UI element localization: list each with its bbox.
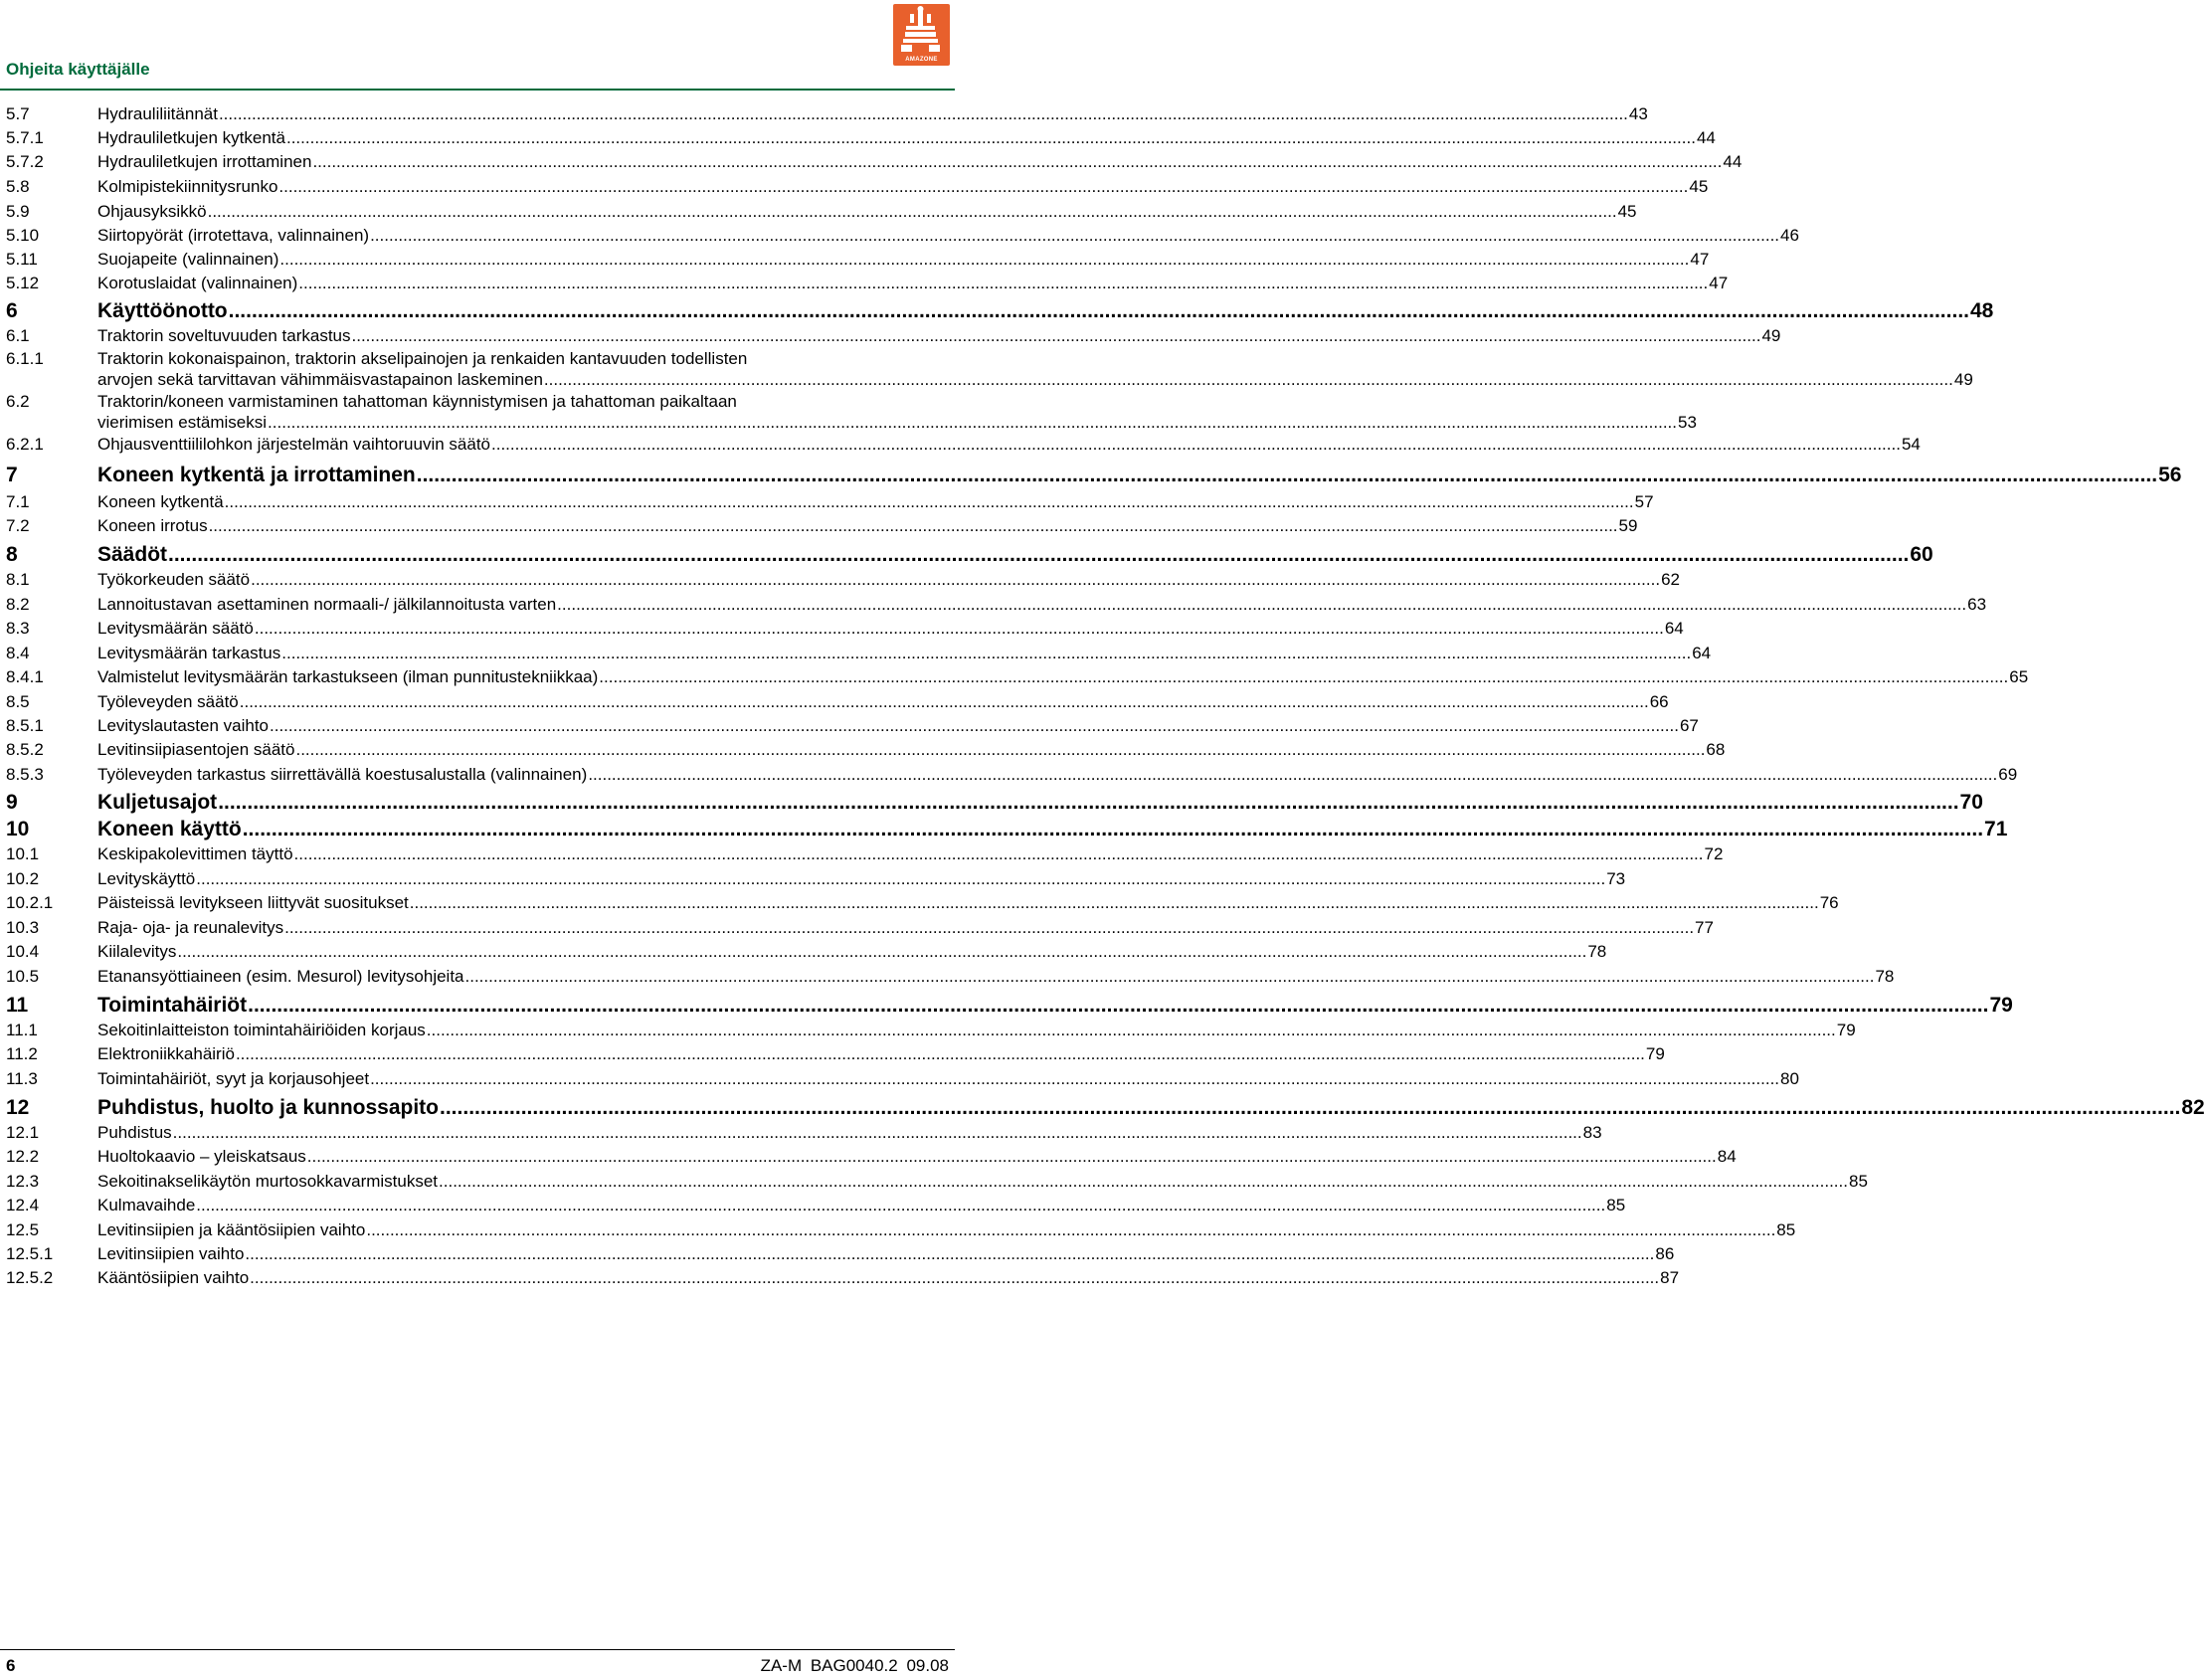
toc-entry-title: Levitinsiipiasentojen säätö	[97, 740, 295, 759]
toc-entry-title: Lannoitustavan asettaminen normaali-/ jälkilannoitusta varten	[97, 595, 557, 614]
toc-dot-leader: ............................................................................................................................................................................................................................................................................................................	[228, 299, 1969, 322]
toc-section-entry[interactable]	[6, 941, 1607, 962]
toc-section-entry[interactable]	[6, 1219, 1796, 1240]
toc-dot-leader: ............................................................................................................................................................................................................................................................................................................	[370, 226, 1780, 245]
toc-chapter-entry[interactable]	[6, 790, 1983, 816]
toc-section-entry[interactable]	[6, 1195, 1626, 1215]
toc-entry-title: Koneen kytkentä ja irrottaminen	[97, 464, 416, 486]
toc-page-number: 68	[1706, 740, 1726, 759]
toc-entry-number: 8.4.1	[6, 667, 44, 686]
toc-entry-number: 10.3	[6, 918, 40, 937]
toc-entry-number: 8.5	[6, 692, 30, 711]
toc-entry-number: 8.5.3	[6, 765, 44, 784]
toc-entry-title: Levitysmäärän säätö	[97, 619, 254, 638]
toc-entry-title: Levitinsiipien vaihto	[97, 1244, 245, 1263]
toc-dot-leader: ............................................................................................................................................................................................................................................................................................................	[196, 1196, 1606, 1214]
toc-entry-title: Levitysmäärän tarkastus	[97, 644, 281, 662]
toc-dot-leader: ............................................................................................................................................................................................................................................................................................................	[242, 818, 1984, 840]
toc-section-entry[interactable]	[6, 917, 1714, 938]
toc-section-entry[interactable]	[6, 966, 1895, 987]
toc-dot-leader: ............................................................................................................................................................................................................................................................................................................	[351, 326, 1761, 345]
toc-dot-leader: ............................................................................................................................................................................................................................................................................................................	[366, 1220, 1776, 1239]
toc-entry-number: 5.7	[6, 104, 30, 123]
toc-page-number: 46	[1780, 226, 1799, 245]
toc-entry-number: 7.1	[6, 492, 30, 511]
toc-entry-number: 5.7.2	[6, 152, 44, 171]
toc-page-number: 57	[1634, 492, 1654, 511]
toc-entry-title: Traktorin kokonaispainon, traktorin akselipainojen ja renkaiden kantavuuden todellisten	[97, 349, 748, 368]
toc-section-entry[interactable]	[6, 666, 2029, 687]
toc-page-number: 59	[1618, 516, 1638, 535]
toc-section-entry[interactable]	[6, 1243, 1675, 1264]
toc-page-number: 54	[1901, 435, 1921, 454]
toc-page-number: 79	[1645, 1044, 1665, 1063]
toc-dot-leader: ............................................................................................................................................................................................................................................................................................................	[464, 967, 1875, 986]
toc-dot-leader: ............................................................................................................................................................................................................................................................................................................	[251, 570, 1661, 589]
toc-entry-number: 5.8	[6, 177, 30, 196]
toc-page-number: 65	[2009, 667, 2029, 686]
toc-dot-leader: ............................................................................................................................................................................................................................................................................................................	[239, 692, 1649, 711]
toc-section-entry[interactable]	[6, 201, 1637, 222]
toc-entry-title: Traktorin/koneen varmistaminen tahattoman käynnistymisen ja tahattoman paikaltaan	[97, 392, 737, 411]
toc-entry-number: 9	[6, 791, 18, 814]
toc-entry-title: Traktorin soveltuvuuden tarkastus	[97, 326, 351, 345]
toc-page-number: 67	[1679, 716, 1699, 735]
toc-entry-title: Huoltokaavio – yleiskatsaus	[97, 1147, 306, 1166]
toc-page-number: 86	[1655, 1244, 1675, 1263]
toc-page-number: 85	[1776, 1220, 1796, 1239]
toc-page-number: 79	[1989, 994, 2013, 1017]
logo-wordmark: AMAZONE	[905, 57, 938, 63]
toc-entry-title: Levityskäyttö	[97, 869, 196, 888]
toc-entry-title: Kääntösiipien vaihto	[97, 1268, 250, 1287]
toc-entry-title: Elektroniikkahäiriö	[97, 1044, 235, 1063]
toc-section-entry[interactable]	[6, 391, 1697, 433]
toc-section-entry[interactable]	[6, 569, 1680, 590]
toc-entry-title: Käyttöönotto	[97, 299, 228, 322]
toc-page-number: 53	[1678, 413, 1697, 432]
toc-entry-number: 8.1	[6, 570, 30, 589]
toc-entry-title: Kiilalevitys	[97, 942, 177, 961]
toc-page-number: 44	[1696, 128, 1716, 147]
toc-section-entry[interactable]	[6, 273, 1729, 293]
toc-dot-leader: ............................................................................................................................................................................................................................................................................................................	[295, 740, 1706, 759]
toc-section-entry[interactable]	[6, 843, 1724, 864]
toc-page-number: 45	[1617, 202, 1637, 221]
toc-entry-title: arvojen sekä tarvittavan vähimmäisvastapainon laskeminen	[97, 370, 543, 389]
toc-section-entry[interactable]	[6, 151, 1743, 172]
toc-entry-title: Sekoitinakselikäytön murtosokkavarmistukset	[97, 1172, 439, 1191]
toc-entry-title: Etanansyöttiaineen (esim. Mesurol) levitysohjeita	[97, 967, 464, 986]
toc-section-entry[interactable]	[6, 1267, 1680, 1288]
toc-dot-leader: ............................................................................................................................................................................................................................................................................................................	[208, 516, 1618, 535]
toc-entry-number: 6.2.1	[6, 435, 44, 454]
toc-entry-number: 10	[6, 818, 30, 840]
toc-entry-number: 11.1	[6, 1021, 38, 1039]
toc-entry-title: Korotuslaidat (valinnainen)	[97, 274, 298, 292]
toc-entry-title: Toimintahäiriöt	[97, 994, 248, 1017]
toc-page-number: 47	[1709, 274, 1729, 292]
toc-entry-number: 12.4	[6, 1196, 40, 1214]
toc-section-entry[interactable]	[6, 594, 1987, 615]
toc-page-number: 76	[1819, 893, 1839, 912]
toc-entry-number: 8.5.1	[6, 716, 44, 735]
toc-dot-leader: ............................................................................................................................................................................................................................................................................................................	[278, 177, 1689, 196]
toc-section-entry[interactable]	[6, 176, 1709, 197]
toc-section-entry[interactable]	[6, 715, 1699, 736]
toc-entry-title: Raja- oja- ja reunalevitys	[97, 918, 284, 937]
toc-entry-number: 5.10	[6, 226, 40, 245]
toc-page-number: 69	[1998, 765, 2018, 784]
toc-entry-title: Kuljetusajot	[97, 791, 218, 814]
toc-section-entry[interactable]	[6, 764, 2018, 785]
toc-entry-number: 5.9	[6, 202, 30, 221]
toc-chapter-entry[interactable]	[6, 463, 2182, 488]
toc-dot-leader: ............................................................................................................................................................................................................................................................................................................	[207, 202, 1617, 221]
toc-entry-title: Siirtopyörät (irrotettava, valinnainen)	[97, 226, 370, 245]
toc-page-number: 56	[2158, 464, 2182, 486]
toc-entry-title: Levitinsiipien ja kääntösiipien vaihto	[97, 1220, 366, 1239]
toc-page-number: 78	[1875, 967, 1895, 986]
toc-section-entry[interactable]	[6, 515, 1638, 536]
toc-entry-number: 12.3	[6, 1172, 40, 1191]
toc-page-number: 49	[1953, 370, 1973, 389]
toc-entry-number: 11.2	[6, 1044, 38, 1063]
toc-chapter-entry[interactable]	[6, 298, 1994, 324]
toc-page-number: 43	[1628, 104, 1648, 123]
toc-entry-number: 10.4	[6, 942, 40, 961]
toc-entry-title: Kolmipistekiinnitysrunko	[97, 177, 278, 196]
toc-chapter-entry[interactable]	[6, 817, 2008, 842]
toc-entry-number: 10.1	[6, 844, 40, 863]
page-header-title: Ohjeita käyttäjälle	[6, 60, 150, 79]
toc-entry-number: 8.5.2	[6, 740, 44, 759]
toc-page-number: 64	[1692, 644, 1712, 662]
toc-chapter-entry[interactable]	[6, 993, 2013, 1019]
toc-page-number: 84	[1717, 1147, 1737, 1166]
toc-entry-title: Työleveyden tarkastus siirrettävällä koestusalustalla (valinnainen)	[97, 765, 588, 784]
toc-dot-leader: ............................................................................................................................................................................................................................................................................................................	[218, 791, 1959, 814]
toc-page-number: 77	[1695, 918, 1714, 937]
toc-page-number: 80	[1780, 1069, 1799, 1088]
toc-entry-number: 11	[6, 994, 29, 1017]
toc-dot-leader: ............................................................................................................................................................................................................................................................................................................	[370, 1069, 1780, 1088]
toc-dot-leader: ............................................................................................................................................................................................................................................................................................................	[279, 250, 1690, 269]
toc-entry-title: Ohjausventtiililohkon järjestelmän vaihtoruuvin säätö	[97, 435, 490, 454]
toc-entry-number: 5.7.1	[6, 128, 44, 147]
toc-section-entry[interactable]	[6, 225, 1799, 246]
toc-dot-leader: ............................................................................................................................................................................................................................................................................................................	[196, 869, 1606, 888]
toc-dot-leader: ............................................................................................................................................................................................................................................................................................................	[439, 1172, 1848, 1191]
toc-section-entry[interactable]	[6, 434, 1921, 455]
toc-dot-leader: ............................................................................................................................................................................................................................................................................................................	[293, 844, 1704, 863]
toc-section-entry[interactable]	[6, 325, 1781, 346]
toc-chapter-entry[interactable]	[6, 542, 1933, 568]
toc-page-number: 82	[2181, 1096, 2205, 1119]
toc-dot-leader: ............................................................................................................................................................................................................................................................................................................	[440, 1096, 2181, 1119]
toc-dot-leader: ............................................................................................................................................................................................................................................................................................................	[218, 104, 1628, 123]
toc-section-entry[interactable]	[6, 491, 1654, 512]
toc-dot-leader: ............................................................................................................................................................................................................................................................................................................	[416, 464, 2158, 486]
toc-entry-number: 12.5	[6, 1220, 40, 1239]
toc-dot-leader: ............................................................................................................................................................................................................................................................................................................	[599, 667, 2009, 686]
toc-entry-title: Koneen irrotus	[97, 516, 208, 535]
toc-entry-title: Työkorkeuden säätö	[97, 570, 251, 589]
toc-entry-number: 10.2.1	[6, 893, 54, 912]
toc-entry-number: 12	[6, 1096, 30, 1119]
toc-dot-leader: ............................................................................................................................................................................................................................................................................................................	[235, 1044, 1645, 1063]
toc-page-number: 45	[1689, 177, 1709, 196]
toc-page-number: 87	[1660, 1268, 1680, 1287]
toc-dot-leader: ............................................................................................................................................................................................................................................................................................................	[298, 274, 1709, 292]
toc-page-number: 47	[1690, 250, 1710, 269]
toc-page-number: 60	[1910, 543, 1933, 566]
toc-section-entry[interactable]	[6, 1068, 1799, 1089]
toc-entry-number: 5.11	[6, 250, 38, 269]
toc-dot-leader: ............................................................................................................................................................................................................................................................................................................	[254, 619, 1664, 638]
toc-dot-leader: ............................................................................................................................................................................................................................................................................................................	[426, 1021, 1836, 1039]
toc-section-entry[interactable]	[6, 1146, 1737, 1167]
toc-page-number: 70	[1959, 791, 1983, 814]
toc-entry-title: Kulmavaihde	[97, 1196, 196, 1214]
toc-entry-title: Hydrauliletkujen irrottaminen	[97, 152, 312, 171]
toc-section-entry[interactable]	[6, 103, 1648, 124]
toc-dot-leader: ............................................................................................................................................................................................................................................................................................................	[248, 994, 1989, 1017]
toc-page-number: 85	[1606, 1196, 1626, 1214]
toc-dot-leader: ............................................................................................................................................................................................................................................................................................................	[285, 128, 1696, 147]
header-divider	[0, 89, 955, 91]
toc-entry-number: 8.2	[6, 595, 30, 614]
toc-page-number: 83	[1582, 1123, 1602, 1142]
toc-page-number: 63	[1967, 595, 1987, 614]
toc-entry-number: 8.4	[6, 644, 30, 662]
logo-emblem-icon	[893, 4, 950, 56]
toc-page-number: 66	[1649, 692, 1669, 711]
toc-section-entry[interactable]	[6, 868, 1626, 889]
toc-section-entry[interactable]	[6, 348, 1973, 390]
footer-divider	[0, 1649, 955, 1650]
toc-dot-leader: ............................................................................................................................................................................................................................................................................................................	[491, 435, 1901, 454]
toc-entry-title: Säädöt	[97, 543, 168, 566]
toc-entry-title: Sekoitinlaitteiston toimintahäiriöiden korjaus	[97, 1021, 426, 1039]
toc-section-entry[interactable]	[6, 691, 1669, 712]
toc-page-number: 79	[1836, 1021, 1856, 1039]
toc-entry-number: 6	[6, 299, 18, 322]
toc-entry-number: 7	[6, 464, 18, 486]
toc-page-number: 72	[1704, 844, 1724, 863]
toc-section-entry[interactable]	[6, 1122, 1602, 1143]
toc-entry-title: Ohjausyksikkö	[97, 202, 207, 221]
toc-entry-number: 12.5.1	[6, 1244, 54, 1263]
toc-page-number: 71	[1984, 818, 2008, 840]
toc-entry-title: Puhdistus, huolto ja kunnossapito	[97, 1096, 440, 1119]
amazone-logo	[893, 4, 950, 66]
toc-entry-title: Koneen kytkentä	[97, 492, 224, 511]
toc-entry-number: 11.3	[6, 1069, 38, 1088]
toc-dot-leader: ............................................................................................................................................................................................................................................................................................................	[250, 1268, 1660, 1287]
toc-page-number: 73	[1606, 869, 1626, 888]
toc-entry-title: Valmistelut levitysmäärän tarkastukseen (ilman punnitustekniikkaa)	[97, 667, 599, 686]
toc-entry-number: 7.2	[6, 516, 30, 535]
toc-section-entry[interactable]	[6, 739, 1726, 760]
toc-section-entry[interactable]	[6, 249, 1710, 270]
toc-entry-number: 10.5	[6, 967, 40, 986]
toc-entry-title: Suojapeite (valinnainen)	[97, 250, 279, 269]
toc-entry-title: Keskipakolevittimen täyttö	[97, 844, 293, 863]
toc-page-number: 44	[1723, 152, 1743, 171]
toc-dot-leader: ............................................................................................................................................................................................................................................................................................................	[312, 152, 1723, 171]
toc-section-entry[interactable]	[6, 643, 1712, 663]
toc-page-number: 64	[1664, 619, 1684, 638]
toc-dot-leader: ............................................................................................................................................................................................................................................................................................................	[245, 1244, 1655, 1263]
toc-dot-leader: ............................................................................................................................................................................................................................................................................................................	[172, 1123, 1582, 1142]
toc-entry-number: 8	[6, 543, 18, 566]
toc-chapter-entry[interactable]	[6, 1095, 2205, 1121]
toc-entry-title: Puhdistus	[97, 1123, 172, 1142]
toc-dot-leader: ............................................................................................................................................................................................................................................................................................................	[168, 543, 1910, 566]
toc-entry-title: Työleveyden säätö	[97, 692, 239, 711]
toc-page-number: 78	[1587, 942, 1607, 961]
toc-dot-leader: ............................................................................................................................................................................................................................................................................................................	[268, 413, 1677, 432]
toc-entry-title: Toimintahäiriöt, syyt ja korjausohjeet	[97, 1069, 370, 1088]
toc-entry-number: 10.2	[6, 869, 40, 888]
toc-section-entry[interactable]	[6, 1171, 1868, 1192]
toc-dot-leader: ............................................................................................................................................................................................................................................................................................................	[284, 918, 1695, 937]
toc-entry-title: vierimisen estämiseksi	[97, 413, 268, 432]
toc-dot-leader: ............................................................................................................................................................................................................................................................................................................	[270, 716, 1679, 735]
toc-entry-title: Koneen käyttö	[97, 818, 242, 840]
toc-entry-number: 12.1	[6, 1123, 40, 1142]
toc-entry-title: Päisteissä levitykseen liittyvät suositukset	[97, 893, 409, 912]
toc-entry-title: Levityslautasten vaihto	[97, 716, 269, 735]
toc-dot-leader: ............................................................................................................................................................................................................................................................................................................	[224, 492, 1634, 511]
toc-page-number: 85	[1848, 1172, 1868, 1191]
toc-page-number: 48	[1969, 299, 1994, 322]
toc-entry-number: 5.12	[6, 274, 40, 292]
toc-entry-number: 6.1.1	[6, 349, 44, 368]
toc-section-entry[interactable]	[6, 1020, 1856, 1040]
toc-entry-number: 8.3	[6, 619, 30, 638]
toc-entry-title: Hydrauliletkujen kytkentä	[97, 128, 285, 147]
footer-page-number: 6	[6, 1656, 16, 1675]
toc-section-entry[interactable]	[6, 892, 1839, 913]
toc-dot-leader: ............................................................................................................................................................................................................................................................................................................	[409, 893, 1819, 912]
toc-entry-number: 12.5.2	[6, 1268, 54, 1287]
toc-dot-leader: ............................................................................................................................................................................................................................................................................................................	[543, 370, 1953, 389]
toc-section-entry[interactable]	[6, 127, 1716, 148]
toc-dot-leader: ............................................................................................................................................................................................................................................................................................................	[177, 942, 1587, 961]
toc-entry-number: 6.1	[6, 326, 30, 345]
toc-section-entry[interactable]	[6, 1043, 1665, 1064]
footer-document-id: ZA-M BAG0040.2 09.08	[760, 1656, 949, 1675]
toc-page-number: 49	[1761, 326, 1781, 345]
toc-dot-leader: ............................................................................................................................................................................................................................................................................................................	[557, 595, 1967, 614]
toc-dot-leader: ............................................................................................................................................................................................................................................................................................................	[588, 765, 1998, 784]
toc-entry-title: Hydrauliliitännät	[97, 104, 218, 123]
toc-entry-number: 6.2	[6, 392, 30, 411]
toc-section-entry[interactable]	[6, 618, 1684, 639]
toc-dot-leader: ............................................................................................................................................................................................................................................................................................................	[306, 1147, 1717, 1166]
toc-page-number: 62	[1661, 570, 1680, 589]
toc-entry-number: 12.2	[6, 1147, 40, 1166]
toc-dot-leader: ............................................................................................................................................................................................................................................................................................................	[281, 644, 1692, 662]
